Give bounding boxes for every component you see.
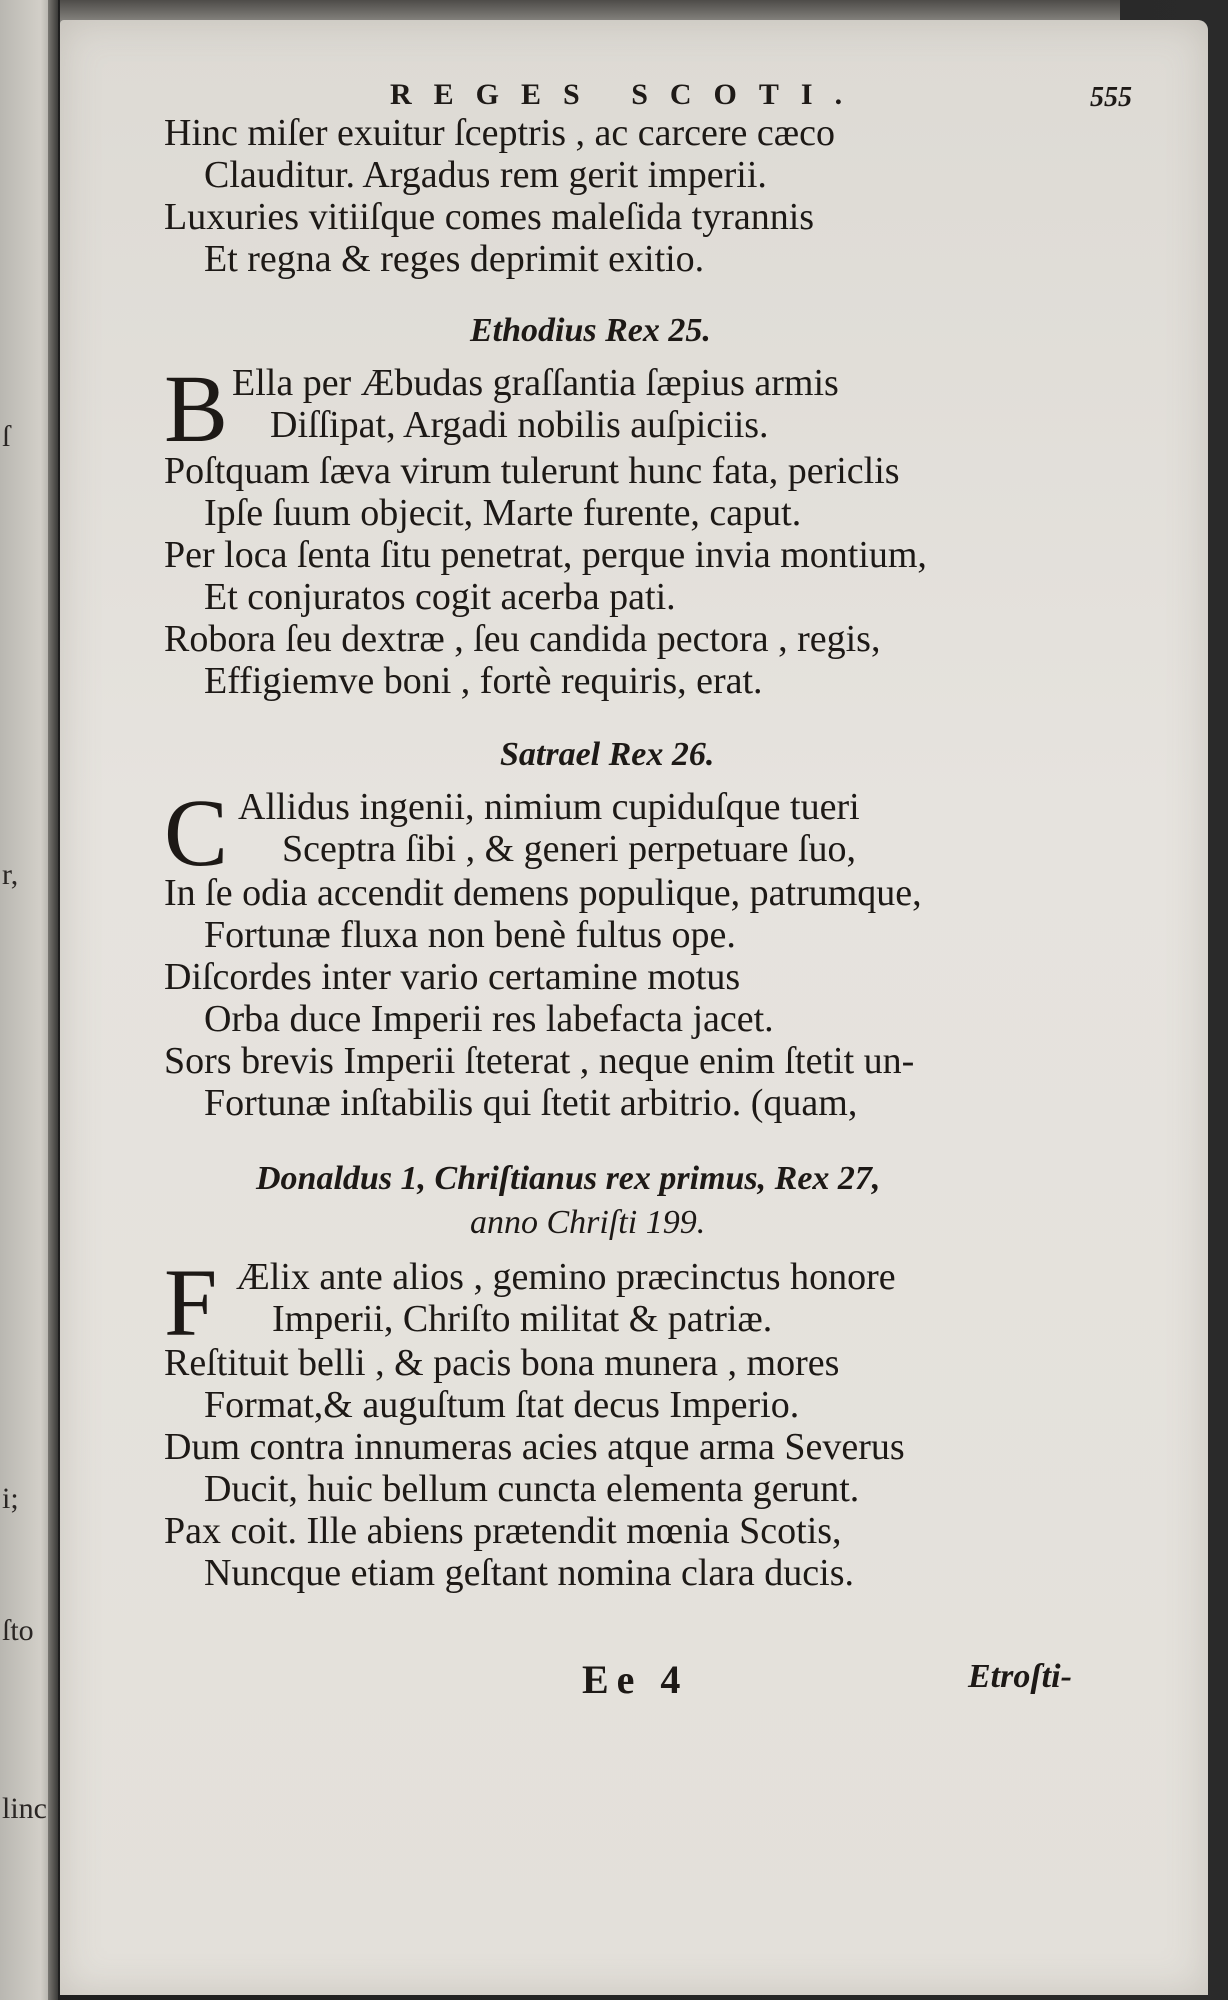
signature-mark: Ee 4: [582, 1657, 689, 1702]
verse-line: Diſcordes inter vario certamine motus: [164, 956, 741, 998]
verse-line: Poſtquam ſæva virum tulerunt hunc fata, periclis: [164, 450, 900, 492]
drop-capital: B: [164, 355, 229, 462]
verse-line: Robora ſeu dextræ , ſeu candida pectora , regis,: [164, 618, 881, 660]
verse-line: Clauditur. Argadus rem gerit imperii.: [204, 154, 767, 196]
running-head: REGES SCOTI.: [390, 78, 865, 111]
drop-capital: F: [164, 1249, 218, 1356]
prev-page-fragment: linc: [2, 1792, 47, 1825]
verse-line: Format,& auguſtum ſtat decus Imperio.: [204, 1384, 800, 1426]
verse-line: Et regna & reges deprimit exitio.: [204, 238, 705, 280]
gutter-shadow: [48, 0, 58, 2000]
verse-line: Imperii, Chriſto militat & patriæ.: [272, 1298, 773, 1340]
verse-line: Nuncque etiam geſtant nomina clara ducis.: [204, 1552, 854, 1594]
section-heading: Satrael Rex 26.: [500, 736, 715, 773]
catchword: Etroſti-: [968, 1658, 1072, 1695]
verse-line: Pax coit. Ille abiens prætendit mœnia Scotis,: [164, 1510, 842, 1552]
verse-line: Diſſipat, Argadi nobilis auſpiciis.: [270, 404, 769, 446]
verse-line: Ælix ante alios , gemino præcinctus honore: [236, 1256, 896, 1298]
verse-line: Per loca ſenta ſitu penetrat, perque invia montium,: [164, 534, 927, 576]
prev-page-fragment: r,: [2, 858, 19, 891]
verse-line: Sceptra ſibi , & generi perpetuare ſuo,: [282, 828, 857, 870]
verse-line: In ſe odia accendit demens populique, patrumque,: [164, 872, 922, 914]
book-page: [60, 20, 1208, 1995]
verse-line: Effigiemve boni , fortè requiris, erat.: [204, 660, 763, 702]
prev-page-fragment: ſ: [2, 420, 11, 453]
verse-line: Sors brevis Imperii ſteterat , neque enim ſtetit un-: [164, 1040, 915, 1082]
verse-line: Dum contra innumeras acies atque arma Severus: [164, 1426, 905, 1468]
verse-line: Ipſe ſuum objecit, Marte furente, caput.: [204, 492, 802, 534]
section-heading: Ethodius Rex 25.: [470, 312, 711, 349]
verse-line: Fortunæ inſtabilis qui ſtetit arbitrio. (quam,: [204, 1082, 858, 1124]
prev-page-fragment: ſto: [2, 1614, 34, 1647]
prev-page-fragment: i;: [2, 1482, 19, 1515]
verse-line: Ella per Æbudas graſſantia ſæpius armis: [232, 362, 839, 404]
verse-line: Reſtituit belli , & pacis bona munera , mores: [164, 1342, 840, 1384]
verse-line: Hinc miſer exuitur ſceptris , ac carcere cæco: [164, 112, 835, 154]
page-number: 555: [1090, 82, 1132, 113]
verse-line: Allidus ingenii, nimium cupiduſque tueri: [238, 786, 860, 828]
section-subheading: anno Chriſti 199.: [470, 1204, 706, 1241]
verse-line: Luxuries vitiiſque comes maleſida tyrannis: [164, 196, 815, 238]
verse-line: Fortunæ fluxa non benè fultus ope.: [204, 914, 736, 956]
drop-capital: C: [164, 779, 229, 886]
verse-line: Et conjuratos cogit acerba pati.: [204, 576, 676, 618]
verse-line: Ducit, huic bellum cuncta elementa gerunt.: [204, 1468, 860, 1510]
verse-line: Orba duce Imperii res labefacta jacet.: [204, 998, 774, 1040]
section-heading: Donaldus 1, Chriſtianus rex primus, Rex 27,: [256, 1160, 881, 1197]
